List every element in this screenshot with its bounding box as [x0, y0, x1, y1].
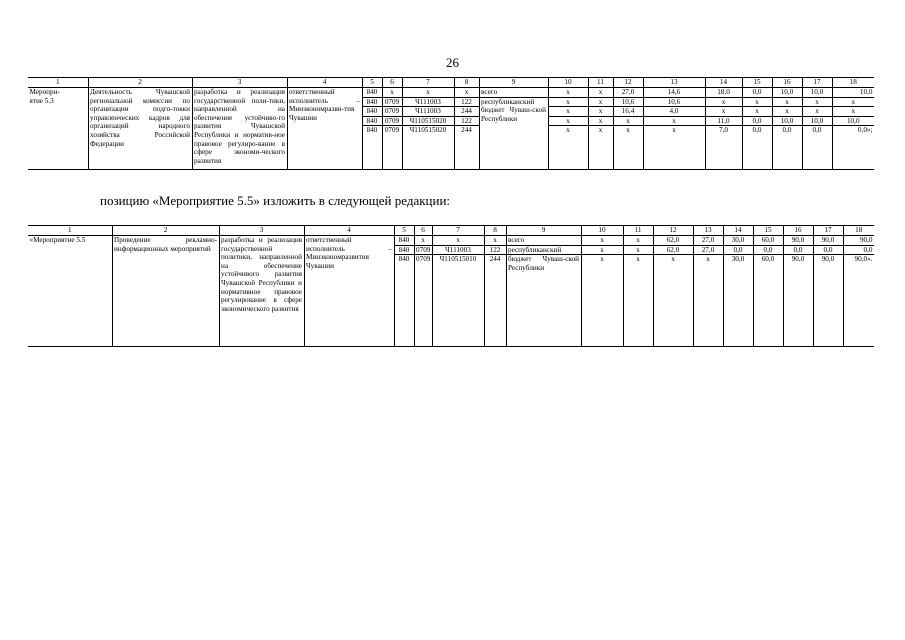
table-cell: x: [742, 107, 772, 117]
table-cell: x: [402, 88, 454, 98]
funding-source: бюджет Чуваш-ской Республики: [506, 255, 581, 347]
table-cell: 840: [362, 97, 382, 107]
table-cell: 90,0: [813, 255, 843, 347]
table-cell: x: [382, 88, 402, 98]
header-cell: 7: [402, 78, 454, 88]
table-cell: 11,0: [705, 116, 742, 126]
table-cell: 0,0: [783, 245, 813, 255]
header-cell: 2: [88, 78, 192, 88]
table-cell: 90,0».: [843, 255, 874, 347]
table-cell: 840: [362, 88, 382, 98]
header-cell: 12: [653, 226, 693, 236]
table-cell: Ч110515010: [432, 255, 484, 347]
table-cell: x: [613, 126, 643, 170]
table-cell: 7,0: [705, 126, 742, 170]
header-cell: 6: [382, 78, 402, 88]
program-table-original: [28, 77, 874, 170]
header-cell: 15: [753, 226, 783, 236]
header-cell: 1: [28, 78, 88, 88]
header-cell: 3: [219, 226, 304, 236]
table-cell: 14,6: [643, 88, 705, 98]
table-cell: x: [832, 97, 874, 107]
table-cell: 0709: [382, 116, 402, 126]
activity-name: Деятельность Чувашской региональной комиссии по организации подго-товки управленческих кадров для организаций народного хозяйства Российской Федерации: [88, 88, 192, 170]
table-cell: 27,0: [613, 88, 643, 98]
header-cell: 4: [287, 78, 362, 88]
table-cell: 0709: [382, 107, 402, 117]
table-cell: x: [548, 116, 588, 126]
table-cell: 122: [484, 245, 506, 255]
table-cell: x: [581, 236, 623, 246]
header-cell: 10: [581, 226, 623, 236]
table-cell: x: [588, 97, 613, 107]
header-cell: 18: [832, 78, 874, 88]
header-cell: 18: [843, 226, 874, 236]
header-cell: 16: [783, 226, 813, 236]
header-cell: 9: [479, 78, 548, 88]
table-cell: x: [588, 126, 613, 170]
header-cell: 14: [705, 78, 742, 88]
table-cell: 840: [394, 236, 414, 246]
table-cell: x: [588, 116, 613, 126]
funding-source: республиканский бюджет Чуваш-ской Республики: [479, 97, 548, 170]
activity-number: Меропри- ятие 5.3: [28, 88, 88, 170]
table-cell: 90,0: [813, 236, 843, 246]
table-cell: 10,6: [643, 97, 705, 107]
table-cell: 840: [394, 255, 414, 347]
table-cell: 30,0: [723, 255, 753, 347]
table-cell: x: [705, 107, 742, 117]
table-cell: x: [548, 107, 588, 117]
header-cell: 13: [693, 226, 723, 236]
table-cell: x: [414, 236, 432, 246]
table-cell: 0709: [414, 255, 432, 347]
table-header-row: [28, 78, 874, 88]
table-cell: 0,0: [802, 126, 832, 170]
table-cell: 10,0: [802, 88, 832, 98]
header-cell: 5: [394, 226, 414, 236]
table-cell: x: [548, 126, 588, 170]
header-cell: 12: [613, 78, 643, 88]
table-cell: 10,6: [613, 97, 643, 107]
header-cell: 5: [362, 78, 382, 88]
table-cell: 27,0: [693, 245, 723, 255]
header-cell: 8: [454, 78, 479, 88]
table-cell: 0,0: [742, 88, 772, 98]
header-cell: 8: [484, 226, 506, 236]
table-row: [28, 88, 874, 98]
table-cell: 244: [454, 107, 479, 117]
table-cell: Ч110515020: [402, 116, 454, 126]
header-cell: 11: [588, 78, 613, 88]
table-cell: 0,0: [813, 245, 843, 255]
activity-task: разработка и реализация государственной поли-тики, направленной на обеспечение устойчиво-го развития Чувашской Республики и норматив-ное правовое регулиро-вание в сфере экономи-ческого развития: [192, 88, 287, 170]
table-cell: 0,0: [843, 245, 874, 255]
table-cell: x: [581, 245, 623, 255]
header-cell: 7: [432, 226, 484, 236]
table-cell: 60,0: [753, 236, 783, 246]
header-cell: 1: [28, 226, 112, 236]
header-cell: 17: [802, 78, 832, 88]
table-cell: 62,0: [653, 245, 693, 255]
table-cell: x: [588, 107, 613, 117]
table-cell: x: [613, 116, 643, 126]
table-cell: 4,0: [643, 107, 705, 117]
table-cell: x: [772, 97, 802, 107]
table-cell: 0,0: [723, 245, 753, 255]
table-header-row: [28, 226, 874, 236]
table-cell: x: [772, 107, 802, 117]
program-table-new: [28, 225, 874, 347]
funding-source: всего: [479, 88, 548, 98]
header-cell: 4: [304, 226, 394, 236]
table-cell: 90,0: [783, 236, 813, 246]
table-cell: 0,0: [742, 126, 772, 170]
header-cell: 14: [723, 226, 753, 236]
table-cell: 840: [394, 245, 414, 255]
table-cell: x: [623, 255, 653, 347]
activity-name: Проведение рекламно-информационных мероприятий: [112, 236, 219, 347]
table-cell: x: [623, 245, 653, 255]
table-cell: 90,0: [843, 236, 874, 246]
table-cell: x: [802, 107, 832, 117]
table-cell: x: [802, 97, 832, 107]
table-cell: 122: [454, 97, 479, 107]
table-cell: 10,0: [832, 116, 874, 126]
table-cell: 840: [362, 126, 382, 170]
amendment-instruction: позицию «Мероприятие 5.5» изложить в следующей редакции:: [100, 193, 451, 208]
table-cell: x: [643, 116, 705, 126]
table-cell: Ч111003: [402, 107, 454, 117]
table-cell: 60,0: [753, 255, 783, 347]
table-cell: 0,0: [753, 245, 783, 255]
table-cell: x: [832, 107, 874, 117]
table-cell: 0,0: [742, 116, 772, 126]
table-cell: 16,4: [613, 107, 643, 117]
table-cell: x: [588, 88, 613, 98]
table-cell: 30,0: [723, 236, 753, 246]
header-cell: 3: [192, 78, 287, 88]
table-cell: x: [548, 88, 588, 98]
table-cell: x: [653, 255, 693, 347]
table-cell: 62,0: [653, 236, 693, 246]
table-cell: 10,0: [832, 88, 874, 98]
table-cell: 244: [454, 126, 479, 170]
table-cell: 10,0: [802, 116, 832, 126]
header-cell: 2: [112, 226, 219, 236]
responsible-executor: ответственный исполнитель – Минэкономразви-тия Чувашии: [287, 88, 362, 170]
header-cell: 13: [643, 78, 705, 88]
table-row: [28, 236, 874, 246]
funding-source: всего: [506, 236, 581, 246]
table-cell: Ч110515020: [402, 126, 454, 170]
header-cell: 15: [742, 78, 772, 88]
funding-source: республиканский: [506, 245, 581, 255]
table-cell: 18,0: [705, 88, 742, 98]
table-cell: x: [705, 97, 742, 107]
table-cell: 122: [454, 116, 479, 126]
table-cell: Ч111003: [402, 97, 454, 107]
table-cell: 0,0»;: [832, 126, 874, 170]
table-cell: x: [454, 88, 479, 98]
header-cell: 6: [414, 226, 432, 236]
table-cell: x: [693, 255, 723, 347]
table-cell: 10,0: [772, 116, 802, 126]
table-cell: x: [643, 126, 705, 170]
table-cell: Ч111003: [432, 245, 484, 255]
table-cell: 0709: [382, 97, 402, 107]
table-cell: 0709: [382, 126, 402, 170]
table-cell: x: [623, 236, 653, 246]
activity-number: «Мероприятие 5.5: [28, 236, 112, 347]
activity-task: разработка и реализация государственной политики, направленной на обеспечение устойчивого развития Чувашской Республики и нормативное правовое регулирование в сфере экономического развития: [219, 236, 304, 347]
page-number: 26: [446, 55, 459, 70]
header-cell: 17: [813, 226, 843, 236]
table-cell: x: [742, 97, 772, 107]
table-cell: 27,0: [693, 236, 723, 246]
table-cell: 840: [362, 107, 382, 117]
header-cell: 16: [772, 78, 802, 88]
table-cell: 90,0: [783, 255, 813, 347]
table-cell: 0,0: [772, 126, 802, 170]
table-cell: x: [548, 97, 588, 107]
header-cell: 11: [623, 226, 653, 236]
header-cell: 10: [548, 78, 588, 88]
table-cell: x: [432, 236, 484, 246]
table-cell: 10,0: [772, 88, 802, 98]
table-cell: x: [484, 236, 506, 246]
header-cell: 9: [506, 226, 581, 236]
table-cell: 840: [362, 116, 382, 126]
responsible-executor: ответственный исполнитель – Минэкономразвития Чувашии: [304, 236, 394, 347]
table-cell: 244: [484, 255, 506, 347]
table-cell: x: [581, 255, 623, 347]
table-cell: 0709: [416, 245, 431, 254]
